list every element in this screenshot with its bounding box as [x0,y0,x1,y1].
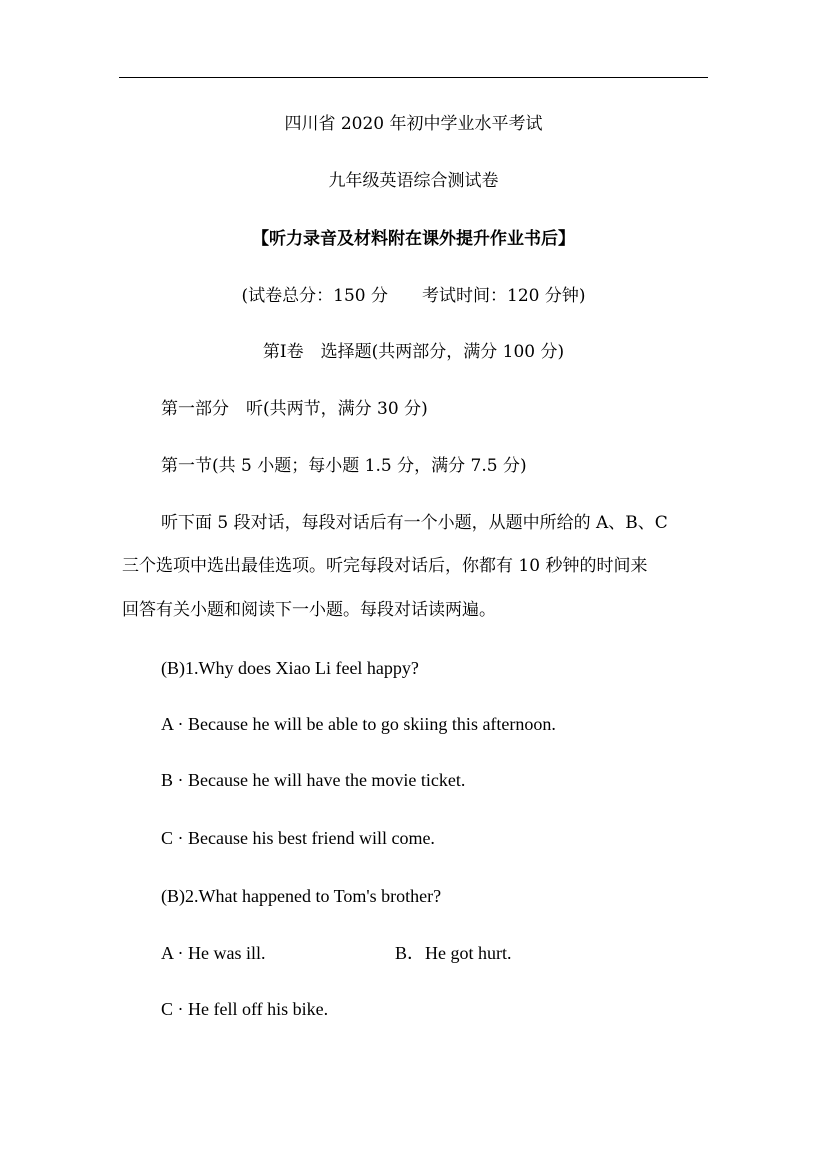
instructions-line-2: 三个选项中选出最佳选项。听完每段对话后，你都有 10 秒钟的时间来 [122,556,648,576]
instructions-line-1: 听下面 5 段对话，每段对话后有一个小题，从题中所给的 A、B、C [161,513,668,533]
question-2-option-b: B．He got hurt. [395,943,512,963]
part1-heading: 第一部分 听(共两节，满分 30 分) [161,399,428,419]
question-1-option-c: C · Because his best friend will come. [161,828,435,848]
question-2-option-c: C · He fell off his bike. [161,999,329,1019]
question-2-option-a: A · He was ill. [161,943,266,963]
exam-subtitle: 九年级英语综合测试卷 [328,171,499,191]
question-1-option-a: A · Because he will be able to go skiing this afternoon. [161,714,556,734]
question-2-stem: (B)2.What happened to Tom's brother? [161,886,442,906]
header-rule [119,77,708,78]
exam-title: 四川省 2020 年初中学业水平考试 [284,114,543,134]
volume-heading: 第Ⅰ卷 选择题(共两部分，满分 100 分) [262,342,565,362]
listening-note: 【听力录音及材料附在课外提升作业书后】 [252,229,575,249]
section1-heading: 第一节(共 5 小题；每小题 1.5 分，满分 7.5 分) [161,456,527,476]
question-1-option-b: B · Because he will have the movie ticket. [161,770,466,790]
question-1-stem: (B)1.Why does Xiao Li feel happy? [161,658,419,678]
exam-info: (试卷总分：150 分 考试时间：120 分钟) [241,286,586,306]
instructions-line-3: 回答有关小题和阅读下一小题。每段对话读两遍。 [122,600,496,620]
